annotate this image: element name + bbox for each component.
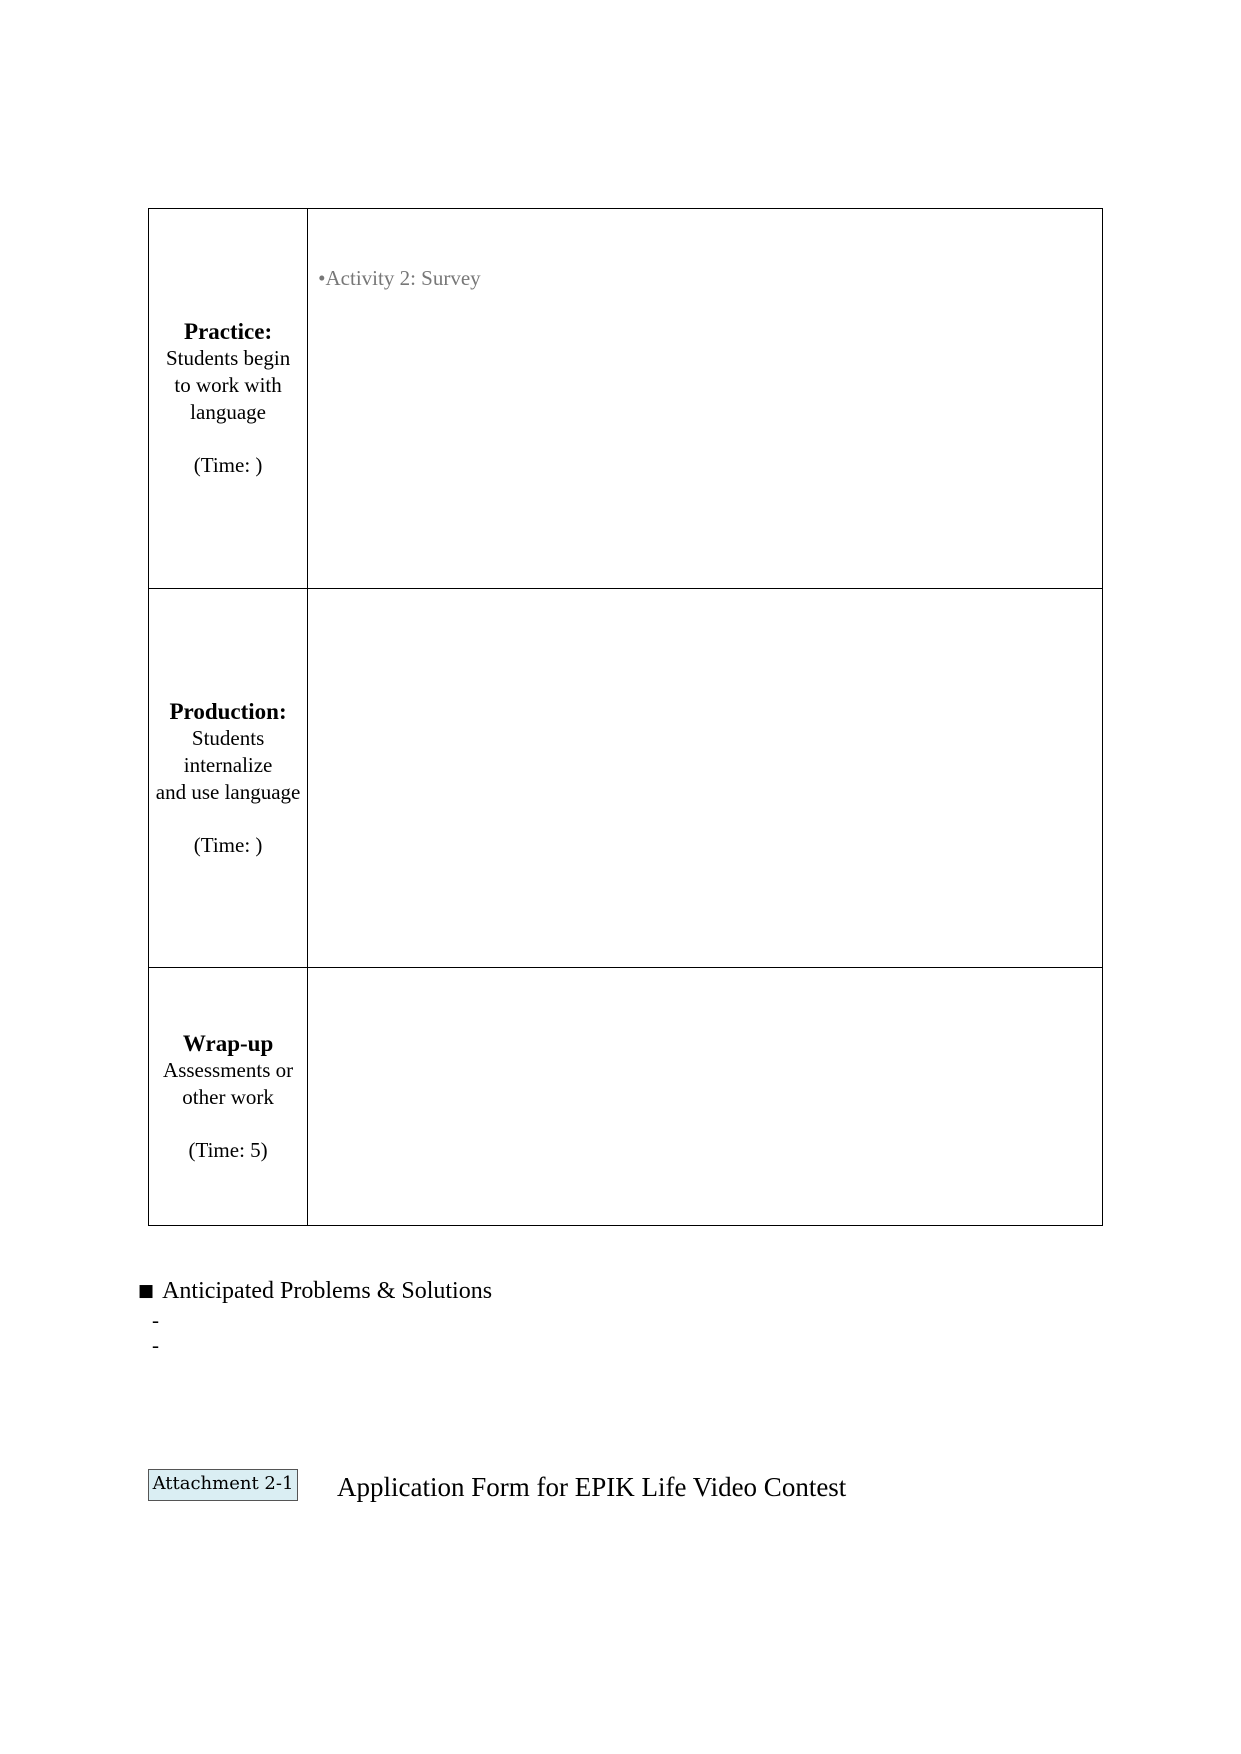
practice-stage-cell [149, 209, 308, 589]
stage-description: Assessments or other work [163, 1057, 294, 1109]
stage-description: Students begin to work with language [165, 346, 291, 424]
wrapup-stage-cell [149, 968, 308, 1226]
stage-title: Practice: [184, 319, 273, 344]
anticipated-problems-heading [138, 1278, 492, 1305]
stage-time: (Time: 5) [188, 1137, 268, 1162]
list-item[interactable]: - [152, 1308, 159, 1332]
production-stage-cell [149, 589, 308, 968]
wrapup-row [149, 968, 1103, 1226]
production-row [149, 589, 1103, 968]
attachment-badge: Attachment 2-1 [148, 1469, 298, 1501]
lesson-plan-table [148, 208, 1103, 1226]
wrapup-content-cell[interactable] [308, 968, 1103, 1226]
anticipated-heading-text: Anticipated Problems & Solutions [162, 1278, 493, 1304]
practice-content-cell[interactable] [308, 209, 1103, 589]
anticipated-problems-list [152, 1308, 159, 1358]
production-content-cell[interactable] [308, 589, 1103, 968]
application-form-title: Application Form for EPIK Life Video Contest [337, 1472, 847, 1502]
stage-time: (Time: ) [193, 453, 263, 477]
stage-time: (Time: ) [193, 832, 263, 857]
stage-description: Students internalize and use language [155, 725, 301, 804]
activity-text: •Activity 2: Survey [318, 266, 481, 290]
stage-title: Production: [169, 698, 287, 724]
stage-title: Wrap-up [182, 1030, 274, 1056]
square-bullet-icon: ■ [138, 1281, 155, 1301]
practice-row [149, 209, 1103, 589]
list-item[interactable]: - [152, 1333, 159, 1357]
